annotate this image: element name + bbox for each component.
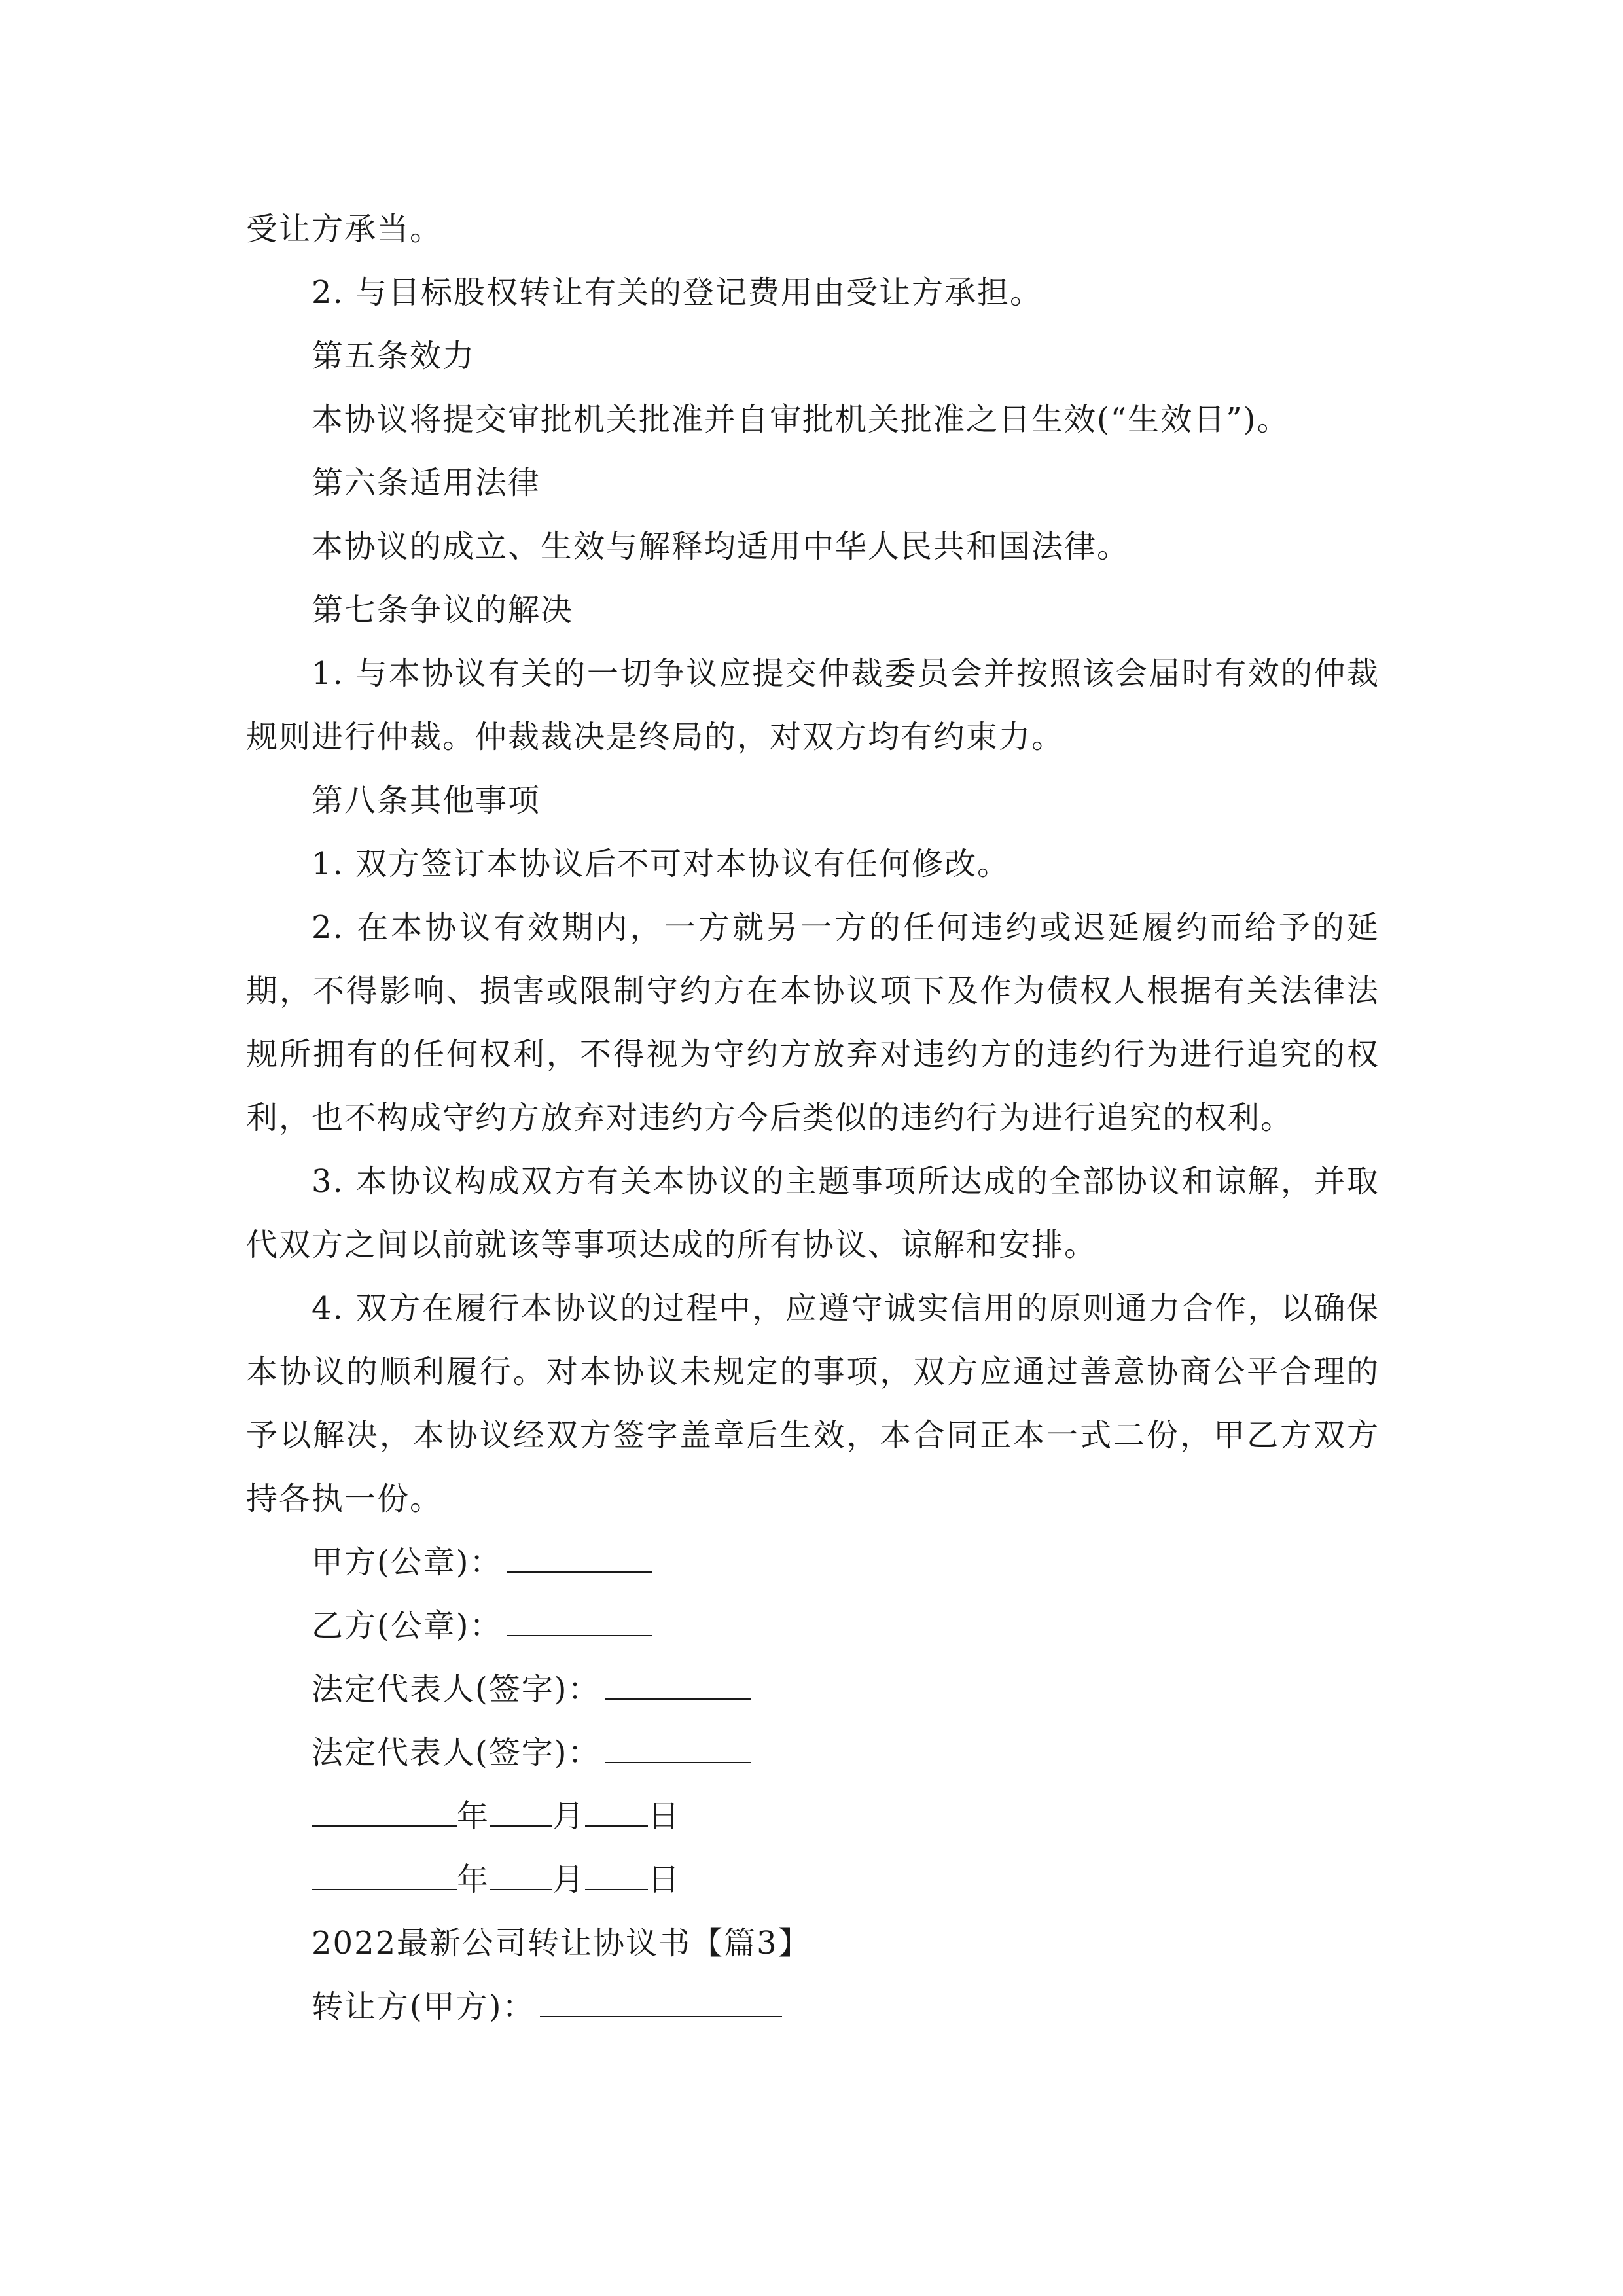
paragraph-applicable-law: 本协议的成立、生效与解释均适用中华人民共和国法律。	[312, 528, 1130, 565]
paragraph-no-modification: 1. 双方签订本协议后不可对本协议有任何修改。	[312, 846, 1010, 882]
paragraph-no-waiver: 2. 在本协议有效期内，一方就另一方的任何违约或迟延履约而给予的延期，不得影响、损害或限制守约方在本协议项下及作为债权人根据有关法律法规所拥有的任何权利，不得视为守约方放弃对违约方的违约行为进行追究的权利，也不构成守约方放弃对违约方今后类似的违约行为进行追究的权利。	[246, 909, 1380, 1136]
date-1-year-label: 年	[457, 1798, 490, 1835]
signature-line-party-a	[246, 1531, 1380, 1594]
transferor-line	[246, 1975, 1380, 2039]
date-line-2	[246, 1848, 1380, 1912]
signature-line-legal-rep-2	[246, 1721, 1380, 1785]
signature-line-legal-rep-1	[246, 1658, 1380, 1721]
date-1-month-blank[interactable]	[490, 1801, 552, 1827]
paragraph-entire-agreement: 3. 本协议构成双方有关本协议的主题事项所达成的全部协议和谅解，并取代双方之间以前就该等事项达成的所有协议、谅解和安排。	[246, 1163, 1380, 1263]
transferor-label: 转让方(甲方)：	[312, 1988, 535, 2025]
document-body	[246, 198, 1380, 2039]
transferor-blank[interactable]	[540, 1991, 782, 2017]
date-2-year-blank[interactable]	[312, 1864, 457, 1890]
legal-rep-1-blank[interactable]	[605, 1674, 751, 1700]
signature-line-party-b	[246, 1594, 1380, 1658]
heading-article-7: 第七条争议的解决	[312, 592, 574, 628]
party-b-seal-blank[interactable]	[507, 1610, 652, 1636]
paragraph-arbitration: 1. 与本协议有关的一切争议应提交仲裁委员会并按照该会届时有效的仲裁规则进行仲裁。仲裁裁决是终局的，对双方均有约束力。	[246, 655, 1380, 755]
date-1-day-label: 日	[648, 1798, 681, 1835]
date-2-year-label: 年	[457, 1861, 490, 1898]
paragraph-continuation: 受让方承当。	[246, 211, 443, 247]
party-b-seal-label: 乙方(公章)：	[312, 1607, 503, 1644]
party-a-seal-blank[interactable]	[507, 1547, 652, 1573]
date-1-year-blank[interactable]	[312, 1801, 457, 1827]
party-a-seal-label: 甲方(公章)：	[312, 1544, 503, 1581]
date-1-month-label: 月	[552, 1798, 586, 1835]
heading-article-5: 第五条效力	[312, 338, 476, 374]
date-line-1	[246, 1785, 1380, 1848]
heading-article-8: 第八条其他事项	[312, 782, 541, 819]
legal-rep-2-blank[interactable]	[605, 1737, 751, 1763]
date-2-day-label: 日	[648, 1861, 681, 1898]
paragraph-good-faith: 4. 双方在履行本协议的过程中，应遵守诚实信用的原则通力合作，以确保本协议的顺利履行。对本协议未规定的事项，双方应通过善意协商公平合理的予以解决，本协议经双方签字盖章后生效，本合同正本一式二份，甲乙方双方持各执一份。	[246, 1290, 1380, 1517]
legal-rep-2-label: 法定代表人(签字)：	[312, 1734, 601, 1771]
heading-article-6: 第六条适用法律	[312, 465, 541, 501]
next-section-title: 2022最新公司转让协议书【篇3】	[312, 1925, 811, 1962]
legal-rep-1-label: 法定代表人(签字)：	[312, 1671, 601, 1708]
paragraph-effectiveness: 本协议将提交审批机关批准并自审批机关批准之日生效(“生效日”)。	[312, 401, 1290, 438]
date-2-day-blank[interactable]	[585, 1864, 648, 1890]
date-2-month-blank[interactable]	[490, 1864, 552, 1890]
paragraph-registration-fee: 2. 与目标股权转让有关的登记费用由受让方承担。	[312, 274, 1043, 311]
date-1-day-blank[interactable]	[585, 1801, 648, 1827]
date-2-month-label: 月	[552, 1861, 586, 1898]
